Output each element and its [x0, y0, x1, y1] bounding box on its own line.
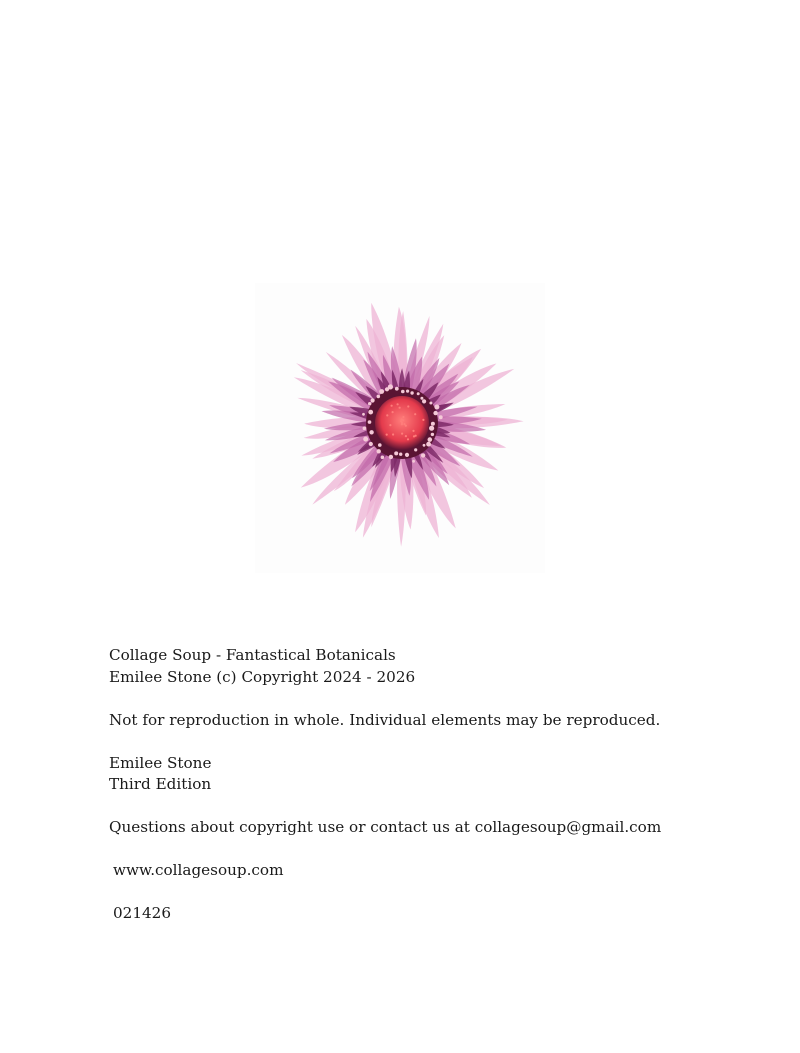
- stamen: [399, 453, 402, 456]
- spacer: [109, 796, 749, 818]
- stamen: [363, 426, 367, 430]
- center-speckle: [412, 430, 414, 432]
- stamen: [377, 449, 381, 453]
- center-speckle: [422, 419, 424, 421]
- stamen: [434, 405, 439, 410]
- stamen: [405, 453, 409, 457]
- stamen: [431, 422, 435, 426]
- center-speckle: [401, 433, 403, 435]
- copyright-line: Emilee Stone (c) Copyright 2024 - 2026: [109, 667, 416, 686]
- flower-illustration: [255, 283, 545, 573]
- stamen: [368, 402, 371, 405]
- stamen: [431, 433, 434, 436]
- author-name: Emilee Stone: [109, 753, 212, 772]
- stamen: [429, 402, 432, 405]
- stamen: [401, 390, 405, 394]
- center-speckle: [386, 434, 388, 436]
- stamen: [439, 415, 443, 419]
- center-speckle: [386, 414, 388, 416]
- stamen: [389, 455, 393, 459]
- center-speckle: [401, 418, 403, 420]
- center-speckle: [407, 438, 409, 440]
- center-speckle: [402, 416, 404, 418]
- colophon: [109, 645, 749, 925]
- center-speckle: [389, 424, 391, 426]
- stamen: [371, 398, 375, 402]
- center-speckle: [397, 403, 399, 405]
- center-speckle: [392, 411, 394, 413]
- contact-line: Questions about copyright use or contact us at collagesoup@gmail.com: [109, 818, 662, 836]
- stamen: [394, 451, 398, 455]
- stamen: [417, 392, 420, 395]
- stamen: [379, 389, 384, 394]
- center-speckle: [407, 405, 409, 407]
- stamen: [363, 437, 368, 442]
- center-speckle: [399, 407, 401, 409]
- stamen: [377, 395, 381, 399]
- stamen: [428, 437, 433, 442]
- center-speckle: [401, 422, 403, 424]
- stamen: [420, 397, 423, 400]
- edition-label: Third Edition: [109, 775, 212, 793]
- center-speckle: [405, 435, 407, 437]
- pink-flower-icon: [255, 283, 545, 573]
- stamen: [378, 443, 382, 447]
- stamen: [429, 426, 434, 431]
- stamen: [369, 430, 373, 434]
- stamen: [423, 444, 426, 447]
- center-speckle: [405, 425, 407, 427]
- stamen: [362, 413, 365, 416]
- center-speckle: [414, 413, 416, 415]
- stamen: [421, 453, 425, 457]
- spacer: [109, 731, 749, 753]
- stamen: [433, 411, 437, 415]
- spacer: [109, 688, 749, 710]
- stamen: [395, 387, 399, 391]
- center-speckle: [392, 433, 394, 435]
- stamen: [412, 460, 415, 463]
- stamen: [426, 442, 431, 447]
- stamen: [368, 410, 373, 415]
- stamen: [422, 399, 426, 403]
- stamen: [381, 456, 385, 460]
- stamen: [414, 448, 417, 451]
- reproduction-notice: Not for reproduction in whole. Individual elements may be reproduced.: [109, 710, 661, 729]
- center-speckle: [413, 435, 415, 437]
- stamen: [369, 442, 373, 446]
- book-title-line: Collage Soup - Fantastical Botanicals: [109, 646, 396, 664]
- spacer: [109, 839, 749, 861]
- spacer: [109, 882, 749, 904]
- center-speckle: [391, 405, 393, 407]
- print-code: 021426: [113, 904, 171, 922]
- website-link[interactable]: www.collagesoup.com: [113, 861, 284, 879]
- stamen: [388, 384, 393, 389]
- stamen: [406, 390, 409, 393]
- stamen: [368, 420, 372, 424]
- stamen: [410, 391, 413, 394]
